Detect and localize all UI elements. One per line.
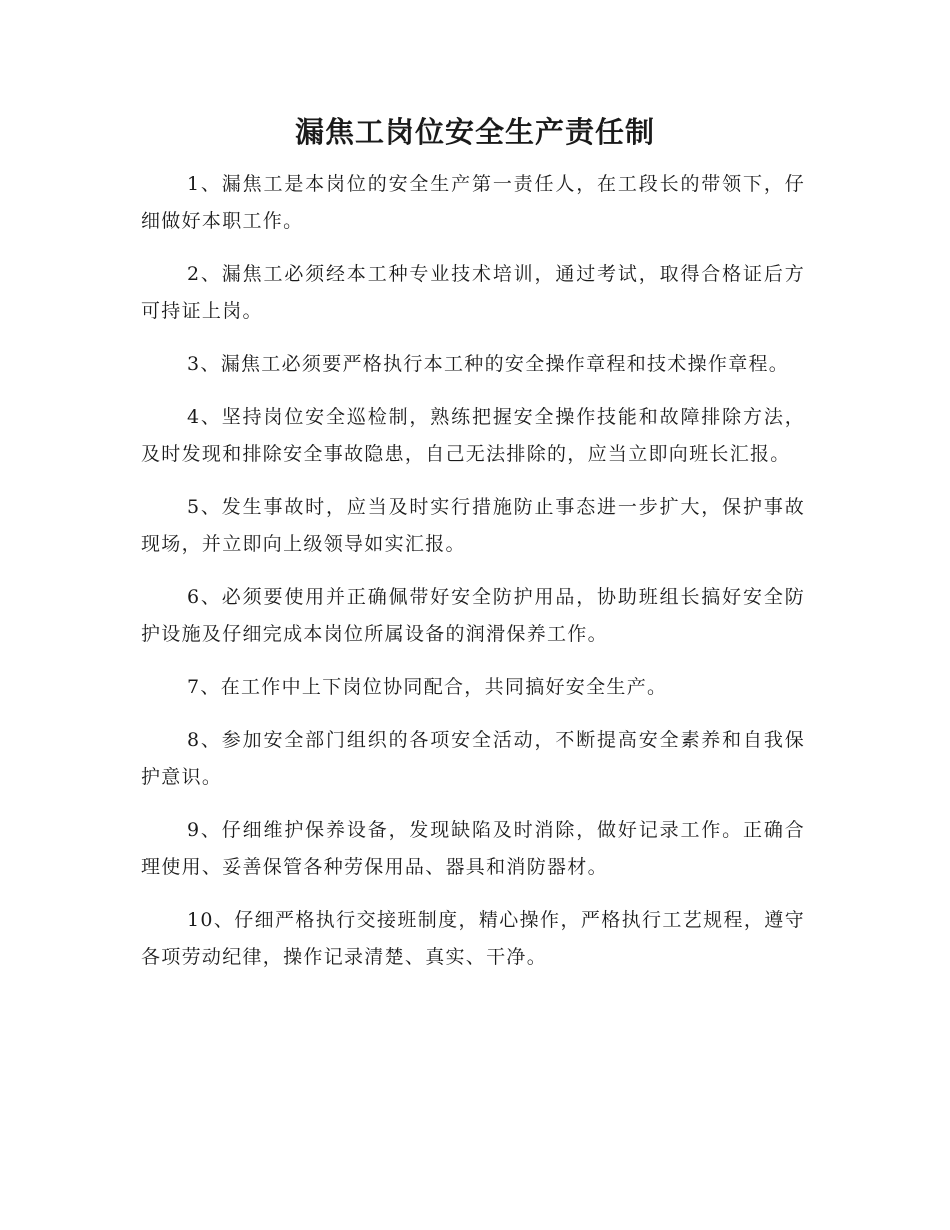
paragraph-8: 8、参加安全部门组织的各项安全活动，不断提高安全素养和自我保护意识。 bbox=[141, 729, 805, 788]
paragraph-2: 2、漏焦工必须经本工种专业技术培训，通过考试，取得合格证后方可持证上岗。 bbox=[141, 263, 805, 322]
paragraph-5: 5、发生事故时，应当及时实行措施防止事态进一步扩大，保护事故现场，并立即向上级领导如实汇报。 bbox=[141, 496, 805, 555]
paragraph-4: 4、坚持岗位安全巡检制，熟练把握安全操作技能和故障排除方法，及时发现和排除安全事故隐患，自己无法排除的，应当立即向班长汇报。 bbox=[141, 406, 805, 465]
paragraph-10: 10、仔细严格执行交接班制度，精心操作，严格执行工艺规程，遵守各项劳动纪律，操作记录清楚、真实、干净。 bbox=[141, 909, 805, 968]
document-title: 漏焦工岗位安全生产责任制 bbox=[294, 115, 655, 149]
paragraph-6: 6、必须要使用并正确佩带好安全防护用品，协助班组长搞好安全防护设施及仔细完成本岗位所属设备的润滑保养工作。 bbox=[141, 586, 805, 645]
paragraph-1: 1、漏焦工是本岗位的安全生产第一责任人，在工段长的带领下，仔细做好本职工作。 bbox=[141, 173, 805, 232]
paragraph-9: 9、仔细维护保养设备，发现缺陷及时消除，做好记录工作。正确合理使用、妥善保管各种劳保用品、器具和消防器材。 bbox=[141, 819, 805, 878]
document-body bbox=[141, 166, 805, 992]
paragraph-3: 3、漏焦工必须要严格执行本工种的安全操作章程和技术操作章程。 bbox=[187, 353, 790, 375]
paragraph-7: 7、在工作中上下岗位协同配合，共同搞好安全生产。 bbox=[187, 676, 668, 698]
